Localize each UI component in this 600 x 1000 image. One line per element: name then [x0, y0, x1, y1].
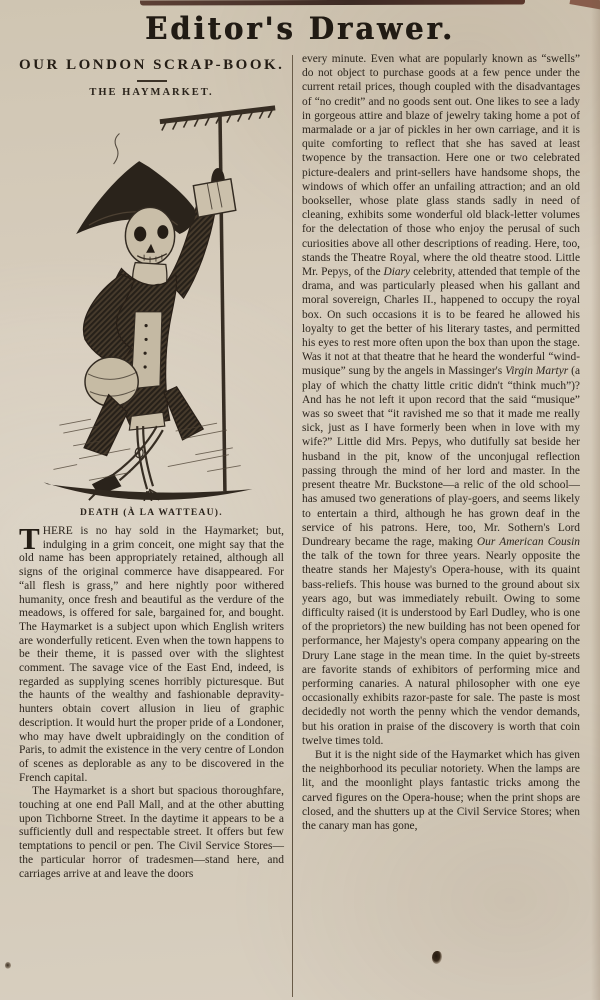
opening-paragraph — [19, 521, 284, 785]
article-heading: OUR LONDON SCRAP-BOOK. — [19, 57, 285, 73]
left-column — [19, 52, 292, 997]
paper-speck — [5, 962, 11, 969]
right-paragraph-1: every minute. Even what are popularly known as “swells” do not object to purchase goods at a few pence under the current retail prices, though coupled with the disadvantages of “no credit” and no goods sent out. One likes to see a lady in gorgeous attire and blaze of jewelry taking home a pot of marmalade or a jar of pickles in her own carriage, and it is quite comforting to reflect that she has saved at least twopence by the transaction. Here one or two celebrated picture-dealers and print-sellers have handsome shops, the windows of which offer an unfailing attraction; and an old bookseller, whose plate glass stands sadly in need of cleaning, exhibits some wonderful old black-letter volumes for the delectation of those who enjoy the perusal of such curiosities above all other descriptions of reading. Here, too, stands the Theatre Royal, where the old theatre stood. Little Mr. Pepys, of the Diary celebrity, attended that temple of the drama, and was particularly pleased when his gallant and moral sovereign, Charles II., happened to occupy the royal box. On such occasions it is to be feared he allowed his loyalty to get the better of his literary tastes, and permitted his eyes to rest more often upon the box than upon the stage. Was it not at that theatre that he heard the wonderful “wind-musique” sung by the angels in Massinger's Virgin Martyr (a play of which the chatty little critic didn't “think much”)? And has he not left it upon record that the said “musique” was so sweet that “it ravished me so that it made me really sick, just as I have formerly been when in love with my wife?” Little did Mrs. Pepys, who dutifully sat beside her husband in the pit, know of the unconjugal reflection passing through the mind of her lord and master. In the present theatre Mr. Buckstone—a relic of the old school—has amused two generations of play-goers, and seems likely to entertain a third, although he has grown deaf in the service of his patrons. Here, too, Mr. Sothern's Lord Dundreary became the rage, making Our American Cousin the talk of the town for three years. Nearly opposite the theatre stands her Majesty's Opera-house, with its quaint bass-reliefs. This house was burned to the ground about six years ago, but was immediately rebuilt. Owing to some difficulty raised (it is understood by Earl Dudley, who is one of the proprietors) the new building has not been opened for performance, her Majesty's opera company appearing on the Drury Lane stage in the mean time. In the quiet by-streets are favorite stands of exhibitors of performing mice and performing canaries. A natural philosopher with one eye occasionally exhibits razor-paste for sale. The paste is most decidedly not worth the penny which the vendor demands, but his oration in praise of the discovery is worth that coin twelve times told. — [302, 53, 580, 747]
photo-right-shadow — [591, 0, 600, 1000]
heading-rule — [137, 80, 167, 82]
left-paragraph-2: The Haymarket is a short but spacious thoroughfare, touching at one end Pall Mall, and at the other abutting upon Tichborne Street. In the daytime it appears to be a sufficiently dull and respectable street. It offers but few temptations to pencil or pen. The Civil Service Stores—the particular horror of tradesmen—stand here, and carriages arrive at and leave the doors — [19, 785, 284, 880]
article-subheading: THE HAYMARKET. — [89, 87, 214, 98]
illustration-figure — [19, 99, 284, 518]
right-paragraph-2: But it is the night side of the Haymarket which has given the neighborhood its peculiar notoriety. When the lamps are lit, and the moonlight plays fantastic tricks among the carved figures on the Opera-house; when the print shops are closed, and the shutters up at the Civil Service Stores; when the canary man has gone, — [302, 748, 580, 832]
masthead-title: Editor's Drawer. — [144, 10, 456, 47]
illustration-caption: DEATH (À LA WATTEAU). — [80, 508, 223, 518]
death-skeleton-illustration — [19, 99, 285, 501]
drop-cap: T — [19, 521, 40, 556]
two-column-layout — [0, 45, 600, 997]
right-column — [293, 52, 580, 997]
opening-paragraph-text: HERE is no hay sold in the Haymarket; but, indulging in a grim conceit, one might say that the old name has been appropriately retained, although all signs of the original commerce have disappeared. For “all flesh is grass,” and here nightly poor withered humanity, once fresh and beautiful as the verdure of the meadows, is offered for sale, bargained for, and bought. The Haymarket is a subject upon which English writers are wonderfully reticent. Even when the town happens to be their theme, it is passed over with the slightest comment. The savage vice of the East End, indeed, is regarded as supplying scenes horribly picturesque. But the haunts of the wealthy and fashionable depravity-hunters obtain covert allusion in lieu of graphic description. It would hurt the proper pride of a Londoner, who may have dwelt upbraidingly on the condition of Paris, to admit the existence in the very centre of London of scenes as deplorable as any to be discovered in the French capital. — [19, 525, 284, 784]
